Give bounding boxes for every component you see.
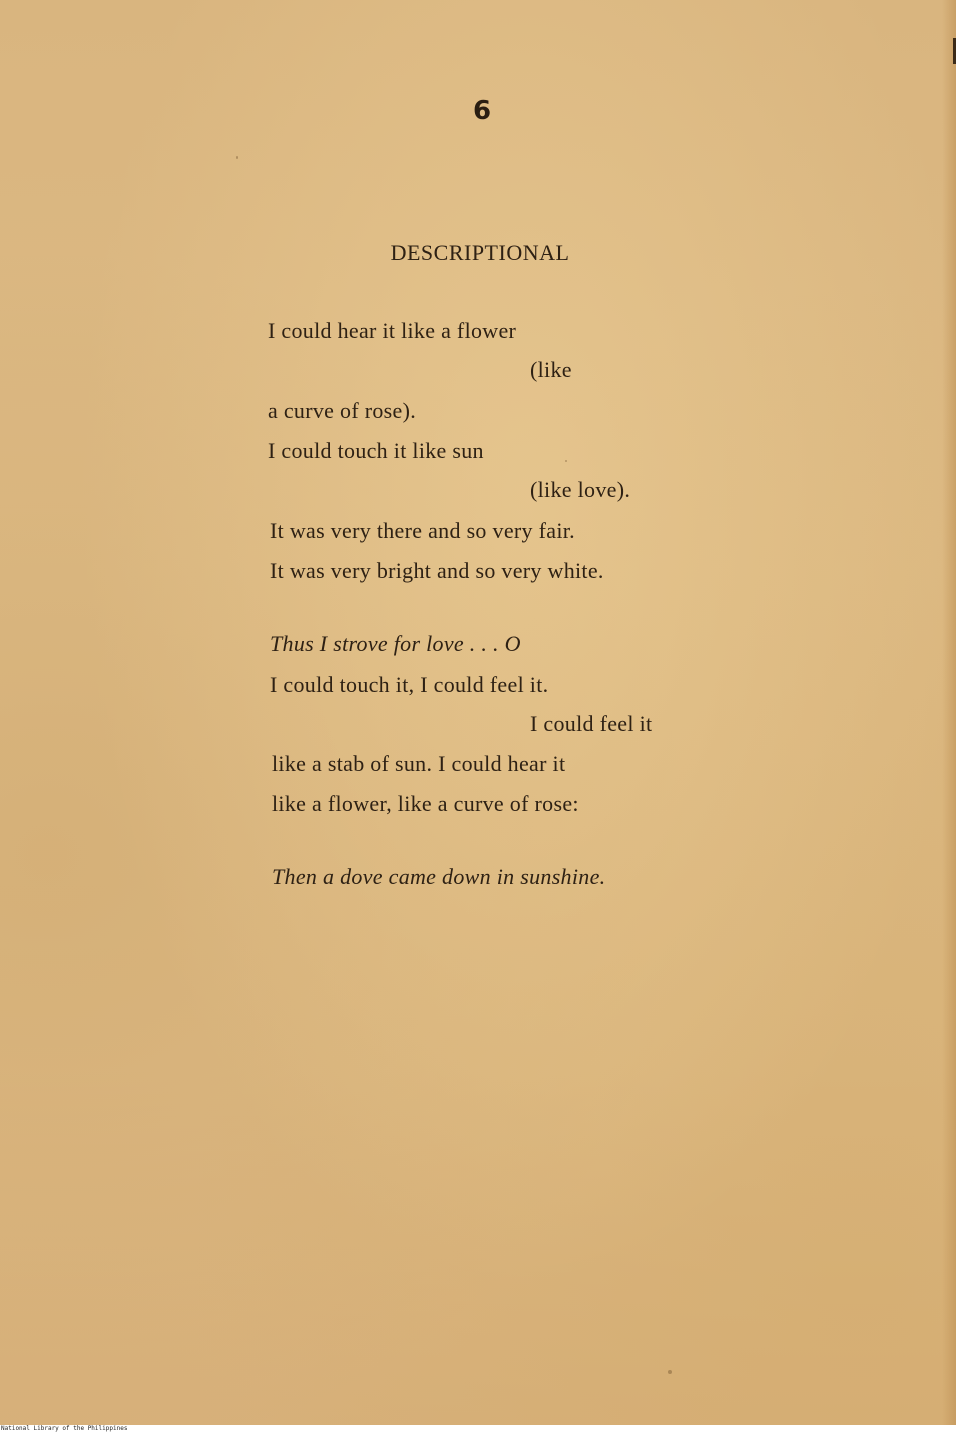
poem-line: I could feel it	[530, 711, 653, 736]
poem-line: I could touch it, I could feel it.	[270, 672, 549, 697]
paper-speck	[565, 460, 567, 462]
paper-speck	[236, 156, 238, 159]
poem-line: (like	[530, 357, 572, 382]
poem-line-italic: Then a dove came down in sunshine.	[272, 864, 606, 889]
poem-line: like a stab of sun. I could hear it	[272, 751, 566, 776]
poem-line: It was very bright and so very white.	[270, 558, 604, 583]
page-number: 6	[472, 96, 492, 126]
library-credit: National Library of the Philippines	[1, 1425, 128, 1432]
paper-speck	[668, 1370, 672, 1374]
poem-line: (like love).	[530, 477, 631, 502]
poem-title: DESCRIPTIONAL	[390, 240, 570, 265]
poem-line: It was very there and so very fair.	[270, 518, 575, 543]
page-edge-shadow	[942, 0, 956, 1425]
footer-bar	[0, 1425, 956, 1433]
poem-line: I could hear it like a flower	[268, 318, 517, 343]
poem-line-italic: Thus I strove for love . . . O	[270, 631, 521, 656]
poem-line: I could touch it like sun	[268, 438, 484, 463]
poem-line: a curve of rose).	[268, 398, 417, 423]
poem-line: like a flower, like a curve of rose:	[272, 791, 579, 816]
